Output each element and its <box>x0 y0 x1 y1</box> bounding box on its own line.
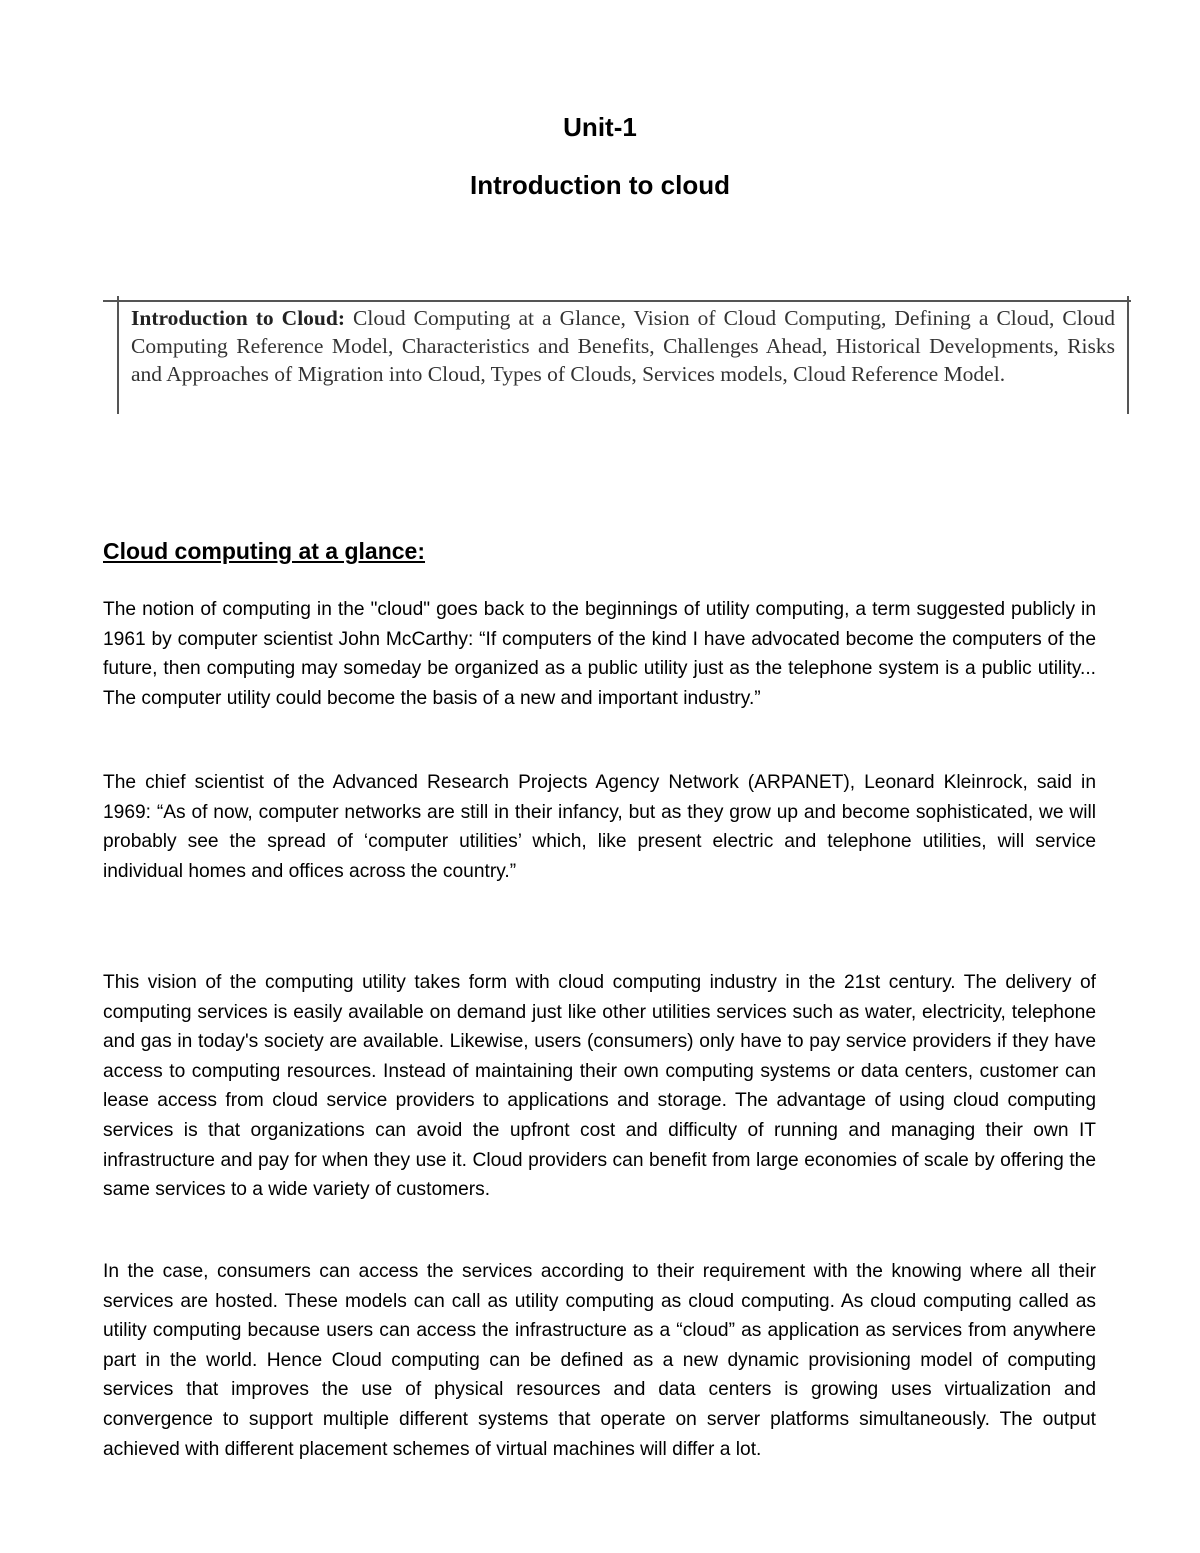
paragraph-definition: In the case, consumers can access the services according to their requirement with the knowing where all their services are hosted. These models can call as utility computing as cloud computing. As cloud computing called as utility computing because users can access the infrastructure as a “cloud” as application as services from anywhere part in the world. Hence Cloud computing can be defined as a new dynamic provisioning model of computing services that improves the use of physical resources and data centers is growing uses virtualization and convergence to support multiple different systems that operate on server platforms simultaneously. The output achieved with different placement schemes of virtual machines will differ a lot. <box>103 1261 1096 1460</box>
unit-label: Unit-1 <box>563 112 637 142</box>
page-title: Introduction to cloud <box>470 170 730 200</box>
syllabus-text <box>131 304 1115 388</box>
syllabus-box <box>103 296 1131 414</box>
syllabus-right-rule <box>1127 296 1129 414</box>
syllabus-top-rule <box>103 300 1131 302</box>
syllabus-lead: Introduction to Cloud: <box>131 306 346 330</box>
paragraph-utility-vision: This vision of the computing utility takes form with cloud computing industry in the 21st century. The delivery of computing services is easily available on demand just like other utilities services such as water, electricity, telephone and gas in today's society are available. Likewise, users (consumers) only have to pay service providers if they have access to computing resources. Instead of maintaining their own computing systems or data centers, customer can lease access from cloud service providers to applications and storage. The advantage of using cloud computing services is that organizations can avoid the upfront cost and difficulty of running and managing their own IT infrastructure and pay for when they use it. Cloud providers can benefit from large economies of scale by offering the same services to a wide variety of customers. <box>103 972 1096 1201</box>
syllabus-left-rule <box>117 296 119 414</box>
syllabus-topics: Cloud Computing at a Glance, Vision of Cloud Computing, Defining a Cloud, Cloud Computing Reference Model, Characteristics and Benefits, Challenges Ahead, Historical Developments, Risks and Approaches of Migration into Cloud, Types of Clouds, Services models, Cloud Reference Model. <box>131 306 1115 386</box>
paragraph-kleinrock: The chief scientist of the Advanced Research Projects Agency Network (ARPANET), Leonard Kleinrock, said in 1969: “As of now, computer networks are still in their infancy, but as they grow up and become sophisticated, we will probably see the spread of ‘computer utilities’ which, like present electric and telephone utilities, will service individual homes and offices across the country.” <box>103 772 1096 882</box>
paragraph-mccarthy: The notion of computing in the "cloud" goes back to the beginnings of utility computing, a term suggested publicly in 1961 by computer scientist John McCarthy: “If computers of the kind I have advocated become the computers of the future, then computing may someday be organized as a public utility just as the telephone system is a public utility... The computer utility could become the basis of a new and important industry.” <box>103 599 1096 709</box>
section-heading: Cloud computing at a glance: <box>103 538 426 564</box>
